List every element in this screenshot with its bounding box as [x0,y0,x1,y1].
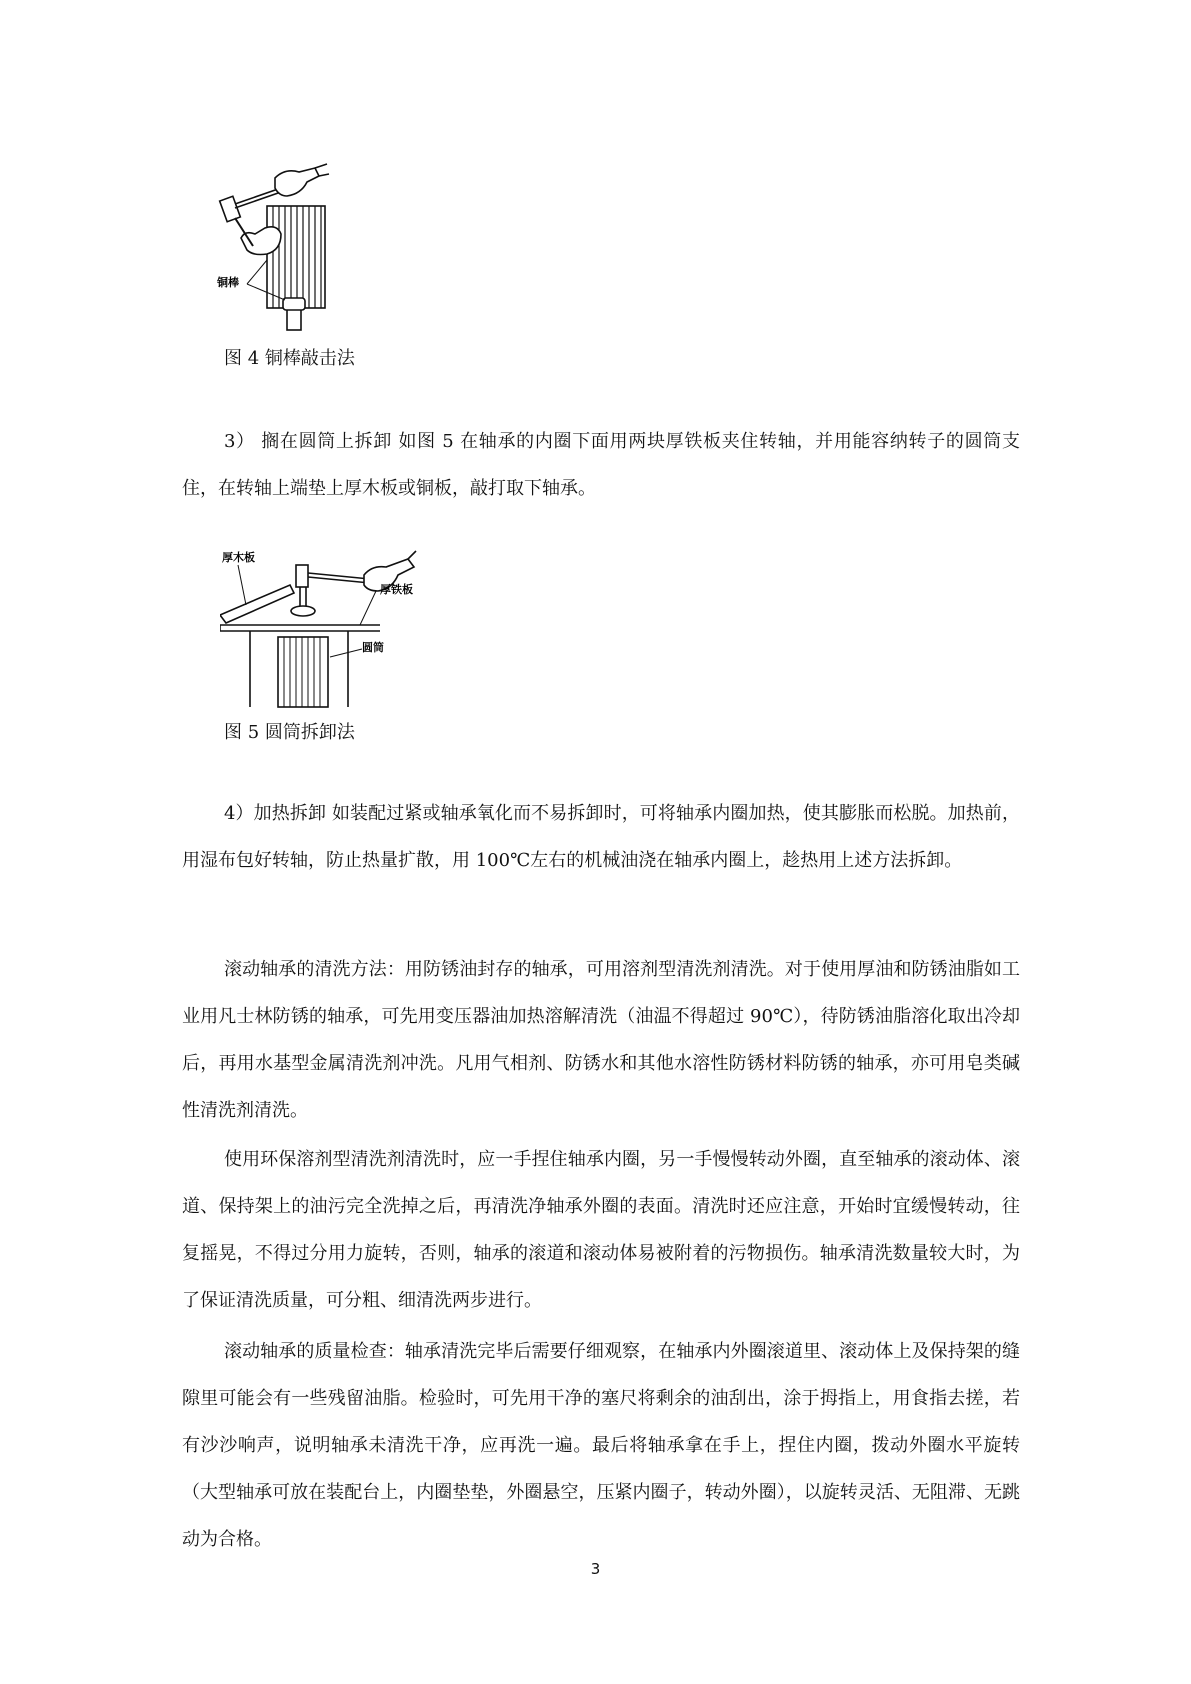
figure-4-caption: 图 4 铜棒敲击法 [224,348,355,369]
figure-5-label-cylinder: 圆筒 [362,641,384,654]
figure-5-label-wood-board: 厚木板 [222,551,255,564]
page-number: 3 [590,1560,601,1578]
paragraph-7-quality-check: 滚动轴承的质量检查：轴承清洗完毕后需要仔细观察，在轴承内外圈滚道里、滚动体上及保持架的缝隙里可能会有一些残留油脂。检验时，可先用干净的塞尺将剩余的油刮出，涂于拇指上，用食指去搓，若有沙沙响声，说明轴承未清洗干净，应再洗一遍。最后将轴承拿在手上，捏住内圈，拨动外圈水平旋转（大型轴承可放在装配台上，内圈垫垫，外圈悬空，压紧内圈子，转动外圈），以旋转灵活、无阻滞、无跳动为合格。 [182,1341,1020,1550]
cylinder-removal-illustration [220,545,470,715]
paragraph-3-cylinder-removal: 3） 搁在圆筒上拆卸 如图 5 在轴承的内圈下面用两块厚铁板夹住转轴，并用能容纳转子的圆筒支住，在转轴上端垫上厚木板或铜板，敲打取下轴承。 [182,431,1020,499]
paragraph-6-cleaning-procedure: 使用环保溶剂型清洗剂清洗时，应一手捏住轴承内圈，另一手慢慢转动外圈，直至轴承的滚动体、滚道、保持架上的油污完全洗掉之后，再清洗净轴承外圈的表面。清洗时还应注意，开始时宜缓慢转动，往复摇晃，不得过分用力旋转，否则，轴承的滚道和滚动体易被附着的污物损伤。轴承清洗数量较大时，为了保证清洗质量，可分粗、细清洗两步进行。 [182,1149,1020,1311]
copper-rod-illustration [215,158,355,358]
figure-5-illustration [220,545,470,715]
figure-4-illustration [215,158,355,358]
figure-4-label: 铜棒 [217,276,239,289]
figure-5-caption: 图 5 圆筒拆卸法 [224,722,355,743]
paragraph-4-heating-removal: 4）加热拆卸 如装配过紧或轴承氧化而不易拆卸时，可将轴承内圈加热，使其膨胀而松脱。加热前，用湿布包好转轴，防止热量扩散，用 100℃左右的机械油浇在轴承内圈上，趁热用上述方法拆卸。 [182,803,1020,871]
figure-5-label-iron-plate: 厚铁板 [380,583,413,596]
paragraph-5-cleaning-method: 滚动轴承的清洗方法：用防锈油封存的轴承，可用溶剂型清洗剂清洗。对于使用厚油和防锈油脂如工业用凡士林防锈的轴承，可先用变压器油加热溶解清洗（油温不得超过 90℃），待防锈油脂溶化取出冷却后，再用水基型金属清洗剂冲洗。凡用气相剂、防锈水和其他水溶性防锈材料防锈的轴承，亦可用皂类碱性清洗剂清洗。 [182,959,1020,1121]
